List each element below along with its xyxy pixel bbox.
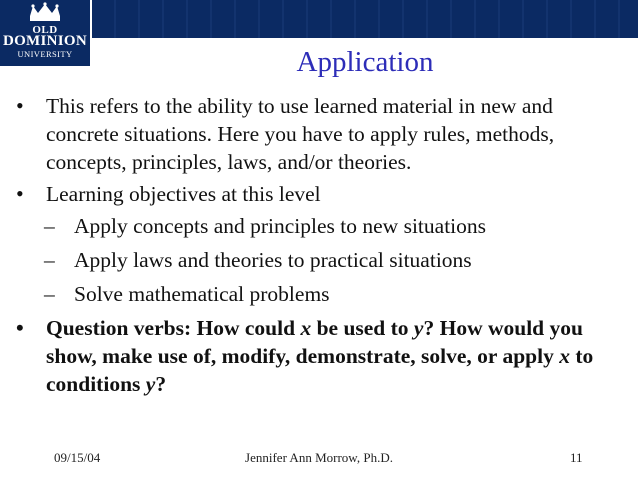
sub-bullet (44, 280, 614, 308)
dash-icon: – (44, 214, 55, 238)
logo-line-old: OLD (32, 24, 58, 36)
bullet-question-verbs (16, 314, 606, 398)
italic-variable: x (300, 316, 312, 340)
slide-body (0, 92, 638, 402)
header-bar (92, 0, 638, 38)
dash-icon: – (44, 282, 55, 306)
sub-bullet (44, 246, 614, 274)
crown-icon (0, 2, 90, 24)
logo-line-university: UNIVERSITY (17, 49, 73, 59)
bullet-dot-icon: • (16, 315, 24, 340)
bullet-text: This refers to the ability to use learned material in new and concrete situations. Here you have to apply rules, methods, concepts, principles, laws, and/or theories. (46, 94, 555, 174)
italic-variable: y (413, 316, 424, 340)
footer-date: 09/15/04 (54, 450, 101, 465)
bullet-objectives (16, 180, 606, 208)
italic-variable: y (145, 372, 156, 396)
dash-icon: – (44, 248, 55, 272)
italic-variable: x (559, 344, 570, 368)
logo-line-dominion: DOMINION (2, 33, 88, 49)
slide-title: Application (296, 46, 434, 78)
sub-bullet-text: Solve mathematical problems (74, 282, 330, 306)
page-number: 11 (570, 450, 583, 465)
bullet-text: Learning objectives at this level (46, 182, 321, 206)
university-logo (0, 0, 90, 66)
bullet-dot-icon: • (16, 181, 24, 206)
bullet-definition (16, 92, 606, 176)
text-run: be used to (311, 316, 414, 340)
text-run: ? (155, 372, 167, 396)
sub-bullet-text: Apply laws and theories to practical situations (74, 248, 472, 272)
question-text (46, 316, 593, 396)
text-run: Question verbs: How could (46, 316, 301, 340)
text-run: ? How would you show, make use of, modify, demonstrate, solve, or apply (46, 316, 583, 368)
text-run: to conditions (46, 344, 594, 396)
sub-bullet (44, 212, 614, 240)
footer-author: Jennifer Ann Morrow, Ph.D. (245, 450, 393, 465)
header-stripes (92, 0, 638, 38)
sub-bullet-text: Apply concepts and principles to new situations (74, 214, 487, 238)
bullet-dot-icon: • (16, 93, 24, 118)
